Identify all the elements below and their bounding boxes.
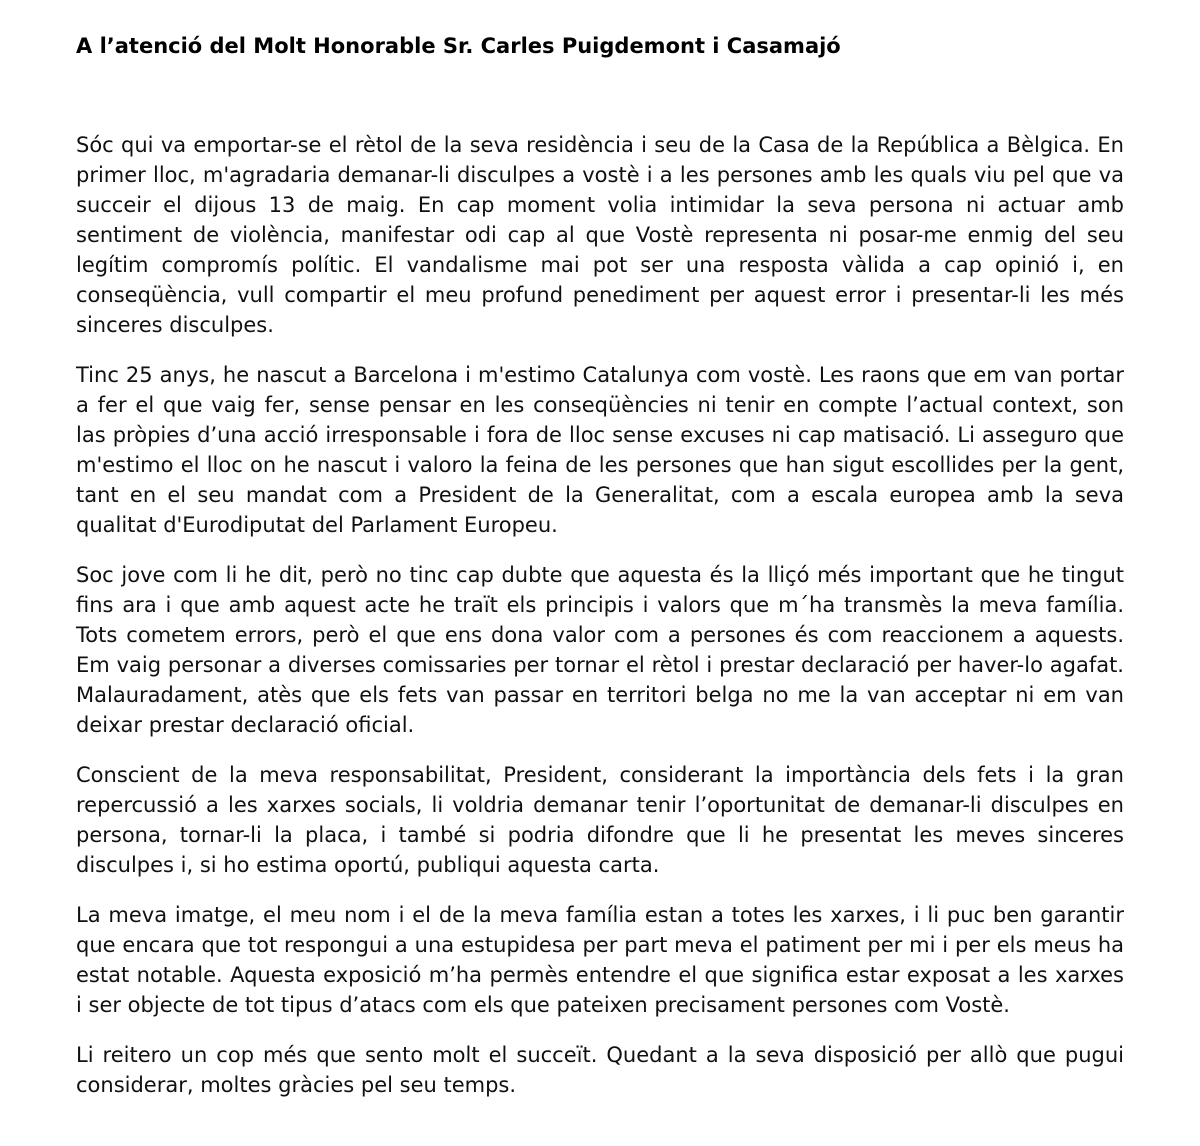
letter-paragraph-5: La meva imatge, el meu nom i el de la meva família estan a totes les xarxes, i li puc ben garantir que encara que tot respongui a una estupidesa per part meva el patiment per mi i per els meus ha estat notable. Aquesta exposició m’ha permès entendre el que significa estar exposat a les xarxes i ser objecte de tot tipus d’atacs com els que pateixen precisament persones com Vostè. — [76, 903, 1124, 1017]
letter-paragraph-2: Tinc 25 anys, he nascut a Barcelona i m'estimo Catalunya com vostè. Les raons que em van portar a fer el que vaig fer, sense pensar en les conseqüències ni tenir en compte l’actual context, son las pròpies d’una acció irresponsable i fora de lloc sense excuses ni cap matisació. Li asseguro que m'estimo el lloc on he nascut i valoro la feina de les persones que han sigut escollides per la gent, tant en el seu mandat com a President de la Generalitat, com a escala europea amb la seva qualitat d'Eurodiputat del Parlament Europeu. — [76, 363, 1124, 537]
letter-paragraph-3: Soc jove com li he dit, però no tinc cap dubte que aquesta és la lliçó més important que he tingut fins ara i que amb aquest acte he traït els principis i valors que m´ha transmès la meva família. Tots cometem errors, però el que ens dona valor com a persones és com reaccionem a aquests. Em vaig personar a diverses comissaries per tornar el rètol i prestar declaració per haver-lo agafat. Malauradament, atès que els fets van passar en territori belga no me la van acceptar ni em van deixar prestar declaració oficial. — [76, 563, 1124, 737]
letter-title: A l’atenció del Molt Honorable Sr. Carles Puigdemont i Casamajó — [76, 34, 841, 58]
letter-paragraph-1: Sóc qui va emportar-se el rètol de la seva residència i seu de la Casa de la República a Bèlgica. En primer lloc, m'agradaria demanar-li disculpes a vostè i a les persones amb les quals viu pel que va succeir el dijous 13 de maig. En cap moment volia intimidar la seva persona ni actuar amb sentiment de violència, manifestar odi cap al que Vostè representa ni posar-me enmig del seu legítim compromís polític. El vandalisme mai pot ser una resposta vàlida a cap opinió i, en conseqüència, vull compartir el meu profund penediment per aquest error i presentar-li les més sinceres disculpes. — [76, 133, 1124, 337]
letter-paragraph-6: Li reitero un cop més que sento molt el succeït. Quedant a la seva disposició per allò que pugui considerar, moltes gràcies pel seu temps. — [76, 1043, 1124, 1097]
letter-paragraph-4: Conscient de la meva responsabilitat, President, considerant la importància dels fets i la gran repercussió a les xarxes socials, li voldria demanar tenir l’oportunitat de demanar-li disculpes en persona, tornar-li la placa, i també si podria difondre que li he presentat les meves sinceres disculpes i, si ho estima oportú, publiqui aquesta carta. — [76, 763, 1124, 877]
letter-body — [76, 130, 1124, 1100]
